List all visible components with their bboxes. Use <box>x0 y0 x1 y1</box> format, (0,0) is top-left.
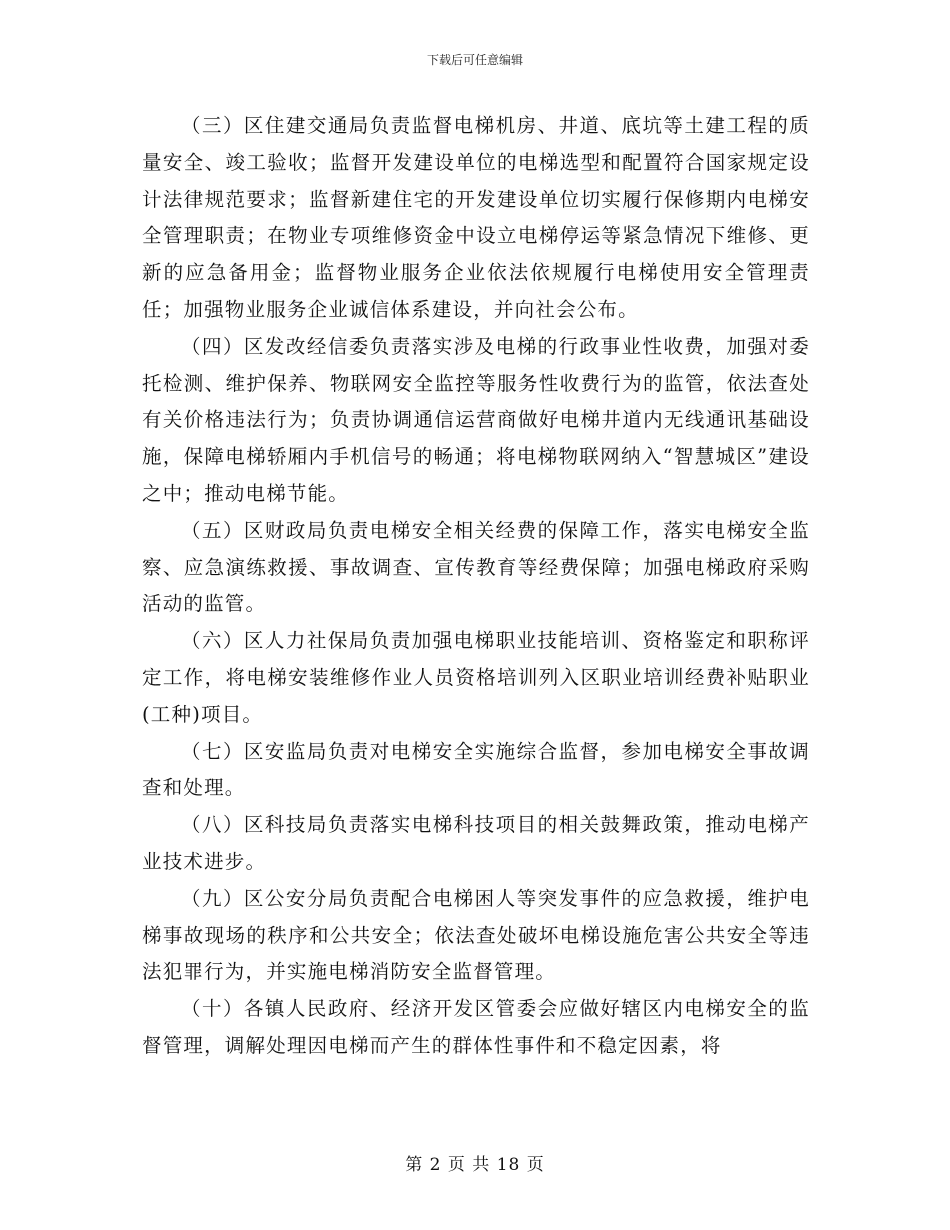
page-header: 下载后可任意编辑 <box>426 53 523 67</box>
paragraph-7: （七）区安监局负责对电梯安全实施综合监督，参加电梯安全事故调查和处理。 <box>142 739 810 800</box>
paragraph-10: （十）各镇人民政府、经济开发区管委会应做好辖区内电梯安全的监督管理，调解处理因电梯而产生的群体性事件和不稳定因素，将 <box>142 997 810 1057</box>
page-number: 第 2 页 共 18 页 <box>405 1155 545 1175</box>
paragraph-6: （六）区人力社保局负责加强电梯职业技能培训、资格鉴定和职称评定工作，将电梯安装维修作业人员资格培训列入区职业培训经费补贴职业(工种)项目。 <box>142 629 810 726</box>
paragraph-5: （五）区财政局负责电梯安全相关经费的保障工作，落实电梯安全监察、应急演练救援、事故调查、宣传教育等经费保障；加强电梯政府采购活动的监管。 <box>142 518 810 616</box>
paragraph-4: （四）区发改经信委负责落实涉及电梯的行政事业性收费，加强对委托检测、维护保养、物联网安全监控等服务性收费行为的监管，依法查处有关价格违法行为；负责协调通信运营商做好电梯井道内无线通讯基础设施，保障电梯轿厢内手机信号的畅通；将电梯物联网纳入“智慧城区”建设之中；推动电梯节能。 <box>142 334 810 505</box>
paragraph-9: （九）区公安分局负责配合电梯困人等突发事件的应急救援，维护电梯事故现场的秩序和公共安全；依法查处破坏电梯设施危害公共安全等违法犯罪行为，并实施电梯消防安全监督管理。 <box>142 886 810 984</box>
document-body <box>142 108 810 1065</box>
paragraph-3: （三）区住建交通局负责监督电梯机房、井道、底坑等土建工程的质量安全、竣工验收；监督开发建设单位的电梯选型和配置符合国家规定设计法律规范要求；监督新建住宅的开发建设单位切实履行保修期内电梯安全管理职责；在物业专项维修资金中设立电梯停运等紧急情况下维修、更新的应急备用金；监督物业服务企业依法依规履行电梯使用安全管理责任；加强物业服务企业诚信体系建设，并向社会公布。 <box>142 114 810 321</box>
paragraph-8: （八）区科技局负责落实电梯科技项目的相关鼓舞政策，推动电梯产业技术进步。 <box>142 813 810 873</box>
